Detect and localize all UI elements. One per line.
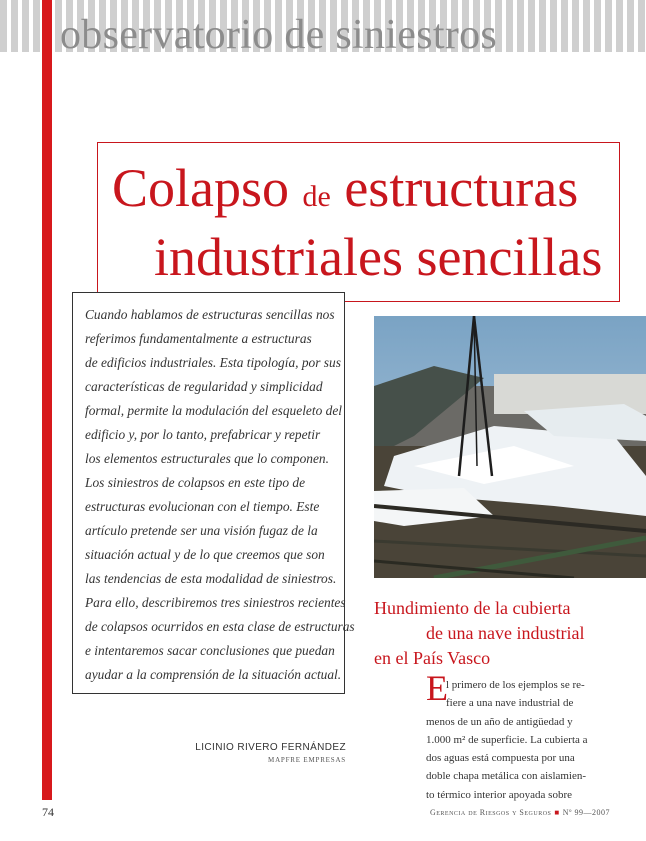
- page-number: 74: [42, 805, 54, 819]
- intro-line: los elementos estructurales que lo componen.: [85, 451, 329, 466]
- drop-cap: E: [426, 668, 448, 708]
- title-line-2: industriales sencillas: [154, 227, 603, 287]
- body-line: doble chapa metálica con aislamien-: [426, 770, 587, 783]
- issue-number: Nº 99—2007: [562, 808, 610, 817]
- section-title: observatorio de siniestros: [60, 12, 498, 58]
- footer-bullet: ■: [554, 808, 560, 817]
- title-word-colapso: Colapso: [112, 158, 290, 218]
- intro-line: edificio y, por lo tanto, prefabricar y repetir: [85, 427, 321, 442]
- body-line: dos aguas está compuesta por una: [426, 752, 575, 765]
- subheading-line: Hundimiento de la cubierta: [374, 598, 571, 618]
- intro-line: ayudar a la comprensión de la situación actual.: [85, 667, 342, 682]
- intro-line: formal, permite la modulación del esqueleto del: [85, 403, 342, 418]
- intro-line: estructuras evolucionan con el tiempo. Este: [85, 499, 320, 514]
- body-line: to térmico interior apoyada sobre: [426, 788, 573, 801]
- intro-line: Cuando hablamos de estructuras sencillas nos: [85, 307, 335, 322]
- intro-line: referimos fundamentalmente a estructuras: [85, 331, 312, 346]
- body-line: 1.000 m² de superficie. La cubierta a: [426, 733, 588, 746]
- intro-abstract-box: [72, 292, 355, 694]
- article-title: [112, 158, 602, 287]
- body-line: fiere a una nave industrial de: [446, 697, 574, 710]
- intro-line: e intentaremos sacar conclusiones que puedan: [85, 643, 335, 658]
- intro-line: de colapsos ocurridos en esta clase de estructuras: [85, 619, 355, 634]
- intro-line: situación actual y de lo que creemos que son: [85, 547, 325, 562]
- body-column: [426, 676, 586, 804]
- journal-name: Gerencia de Riesgos y Seguros: [429, 808, 552, 817]
- red-margin-bar: [42, 0, 52, 800]
- intro-line: de edificios industriales. Esta tipología, por sus: [85, 355, 341, 370]
- collapsed-roof-photo: [374, 316, 646, 578]
- title-word-de: de: [302, 180, 331, 213]
- intro-line: Los siniestros de colapsos en este tipo de: [85, 475, 306, 490]
- footer-journal: [430, 808, 610, 817]
- section-subheading: [374, 596, 584, 671]
- intro-line: las tendencias de esta modalidad de siniestros.: [85, 571, 337, 586]
- intro-paragraph: [85, 303, 355, 687]
- body-line: l primero de los ejemplos se re-: [446, 679, 585, 691]
- author-name: LICINIO RIVERO FERNÁNDEZ: [195, 742, 346, 753]
- intro-line: características de regularidad y simplicidad: [85, 379, 323, 394]
- subheading-line: de una nave industrial: [426, 623, 585, 643]
- author-affiliation: MAPFRE EMPRESAS: [268, 756, 346, 764]
- subheading-line: en el País Vasco: [374, 648, 491, 668]
- body-line: menos de un año de antigüedad y: [426, 715, 573, 728]
- title-word-estructuras: estructuras: [344, 158, 579, 218]
- intro-line: artículo pretende ser una visión fugaz de la: [85, 523, 318, 538]
- intro-line: Para ello, describiremos tres siniestros recientes: [85, 595, 346, 610]
